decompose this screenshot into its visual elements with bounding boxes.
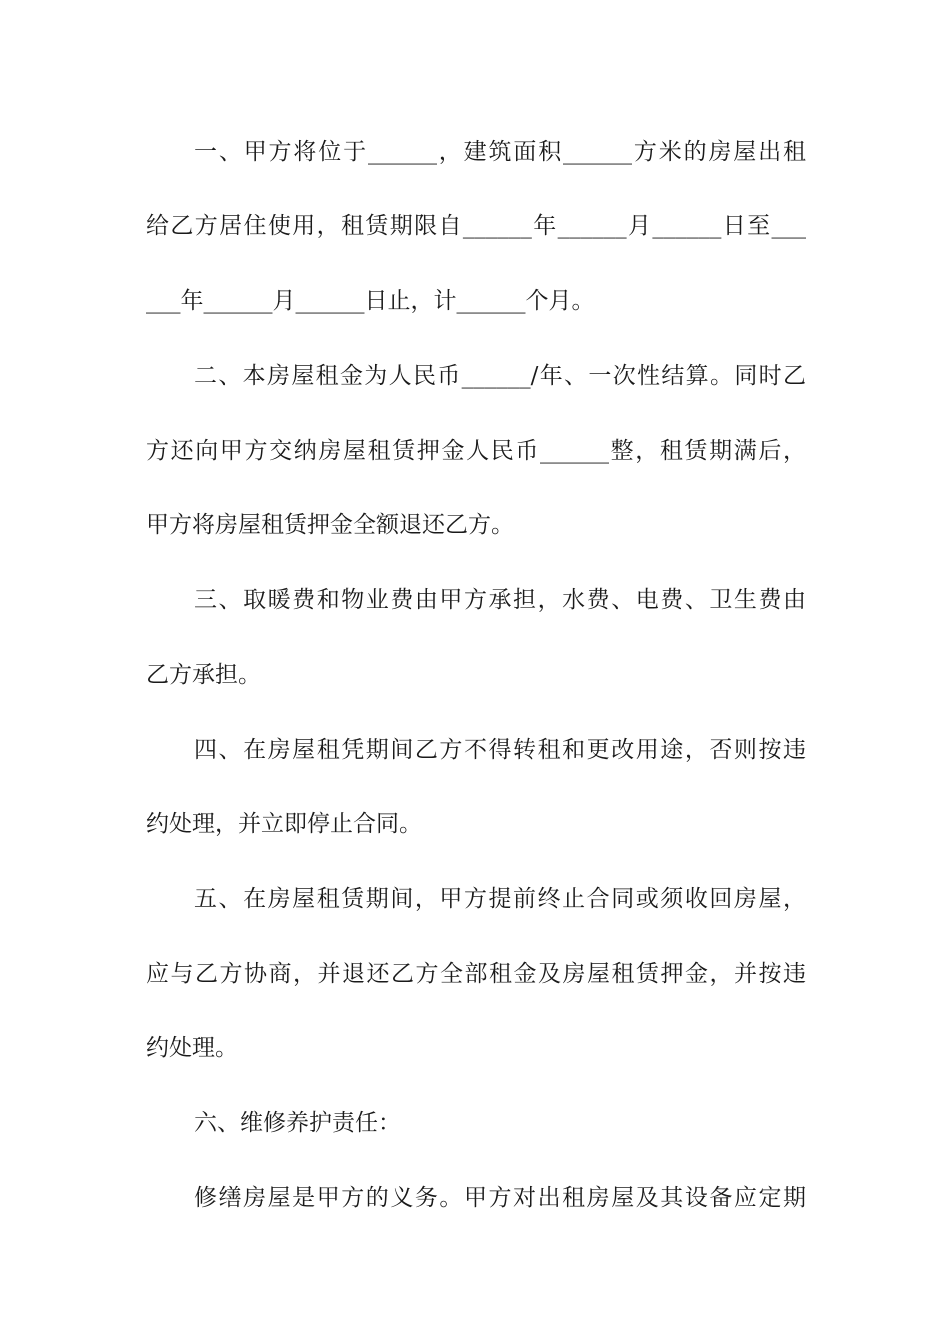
clause-1-line-2: 给乙方居住使用，租赁期限自______年______月______日至___: [146, 213, 806, 239]
clause-1-line-3: ___年______月______日止，计______个月。: [146, 288, 595, 314]
clause-2-line-2: 方还向甲方交纳房屋租赁押金人民币______整，租赁期满后，: [146, 438, 806, 464]
clause-5-line-2: 应与乙方协商，并退还乙方全部租金及房屋租赁押金，并按违: [146, 961, 806, 987]
clause-6-line-1: 修缮房屋是甲方的义务。甲方对出租房屋及其设备应定期: [194, 1185, 806, 1211]
clause-5-line-1: 五、在房屋租赁期间，甲方提前终止合同或须收回房屋，: [194, 886, 806, 912]
clause-4-line-2: 约处理，并立即停止合同。: [146, 811, 422, 837]
clause-2-line-1: 二、本房屋租金为人民币______/年、一次性结算。同时乙: [194, 363, 806, 389]
clause-3-line-1: 三、取暖费和物业费由甲方承担，水费、电费、卫生费由: [194, 587, 806, 613]
clause-6-heading: 六、维修养护责任：: [194, 1110, 401, 1136]
clause-3-line-2: 乙方承担。: [146, 662, 261, 688]
clause-5-line-3: 约处理。: [146, 1035, 238, 1061]
clause-4-line-1: 四、在房屋租凭期间乙方不得转租和更改用途，否则按违: [194, 737, 806, 763]
clause-1-line-1: 一、甲方将位于______，建筑面积______方米的房屋出租: [194, 139, 806, 165]
clause-2-line-3: 甲方将房屋租赁押金全额退还乙方。: [146, 512, 514, 538]
